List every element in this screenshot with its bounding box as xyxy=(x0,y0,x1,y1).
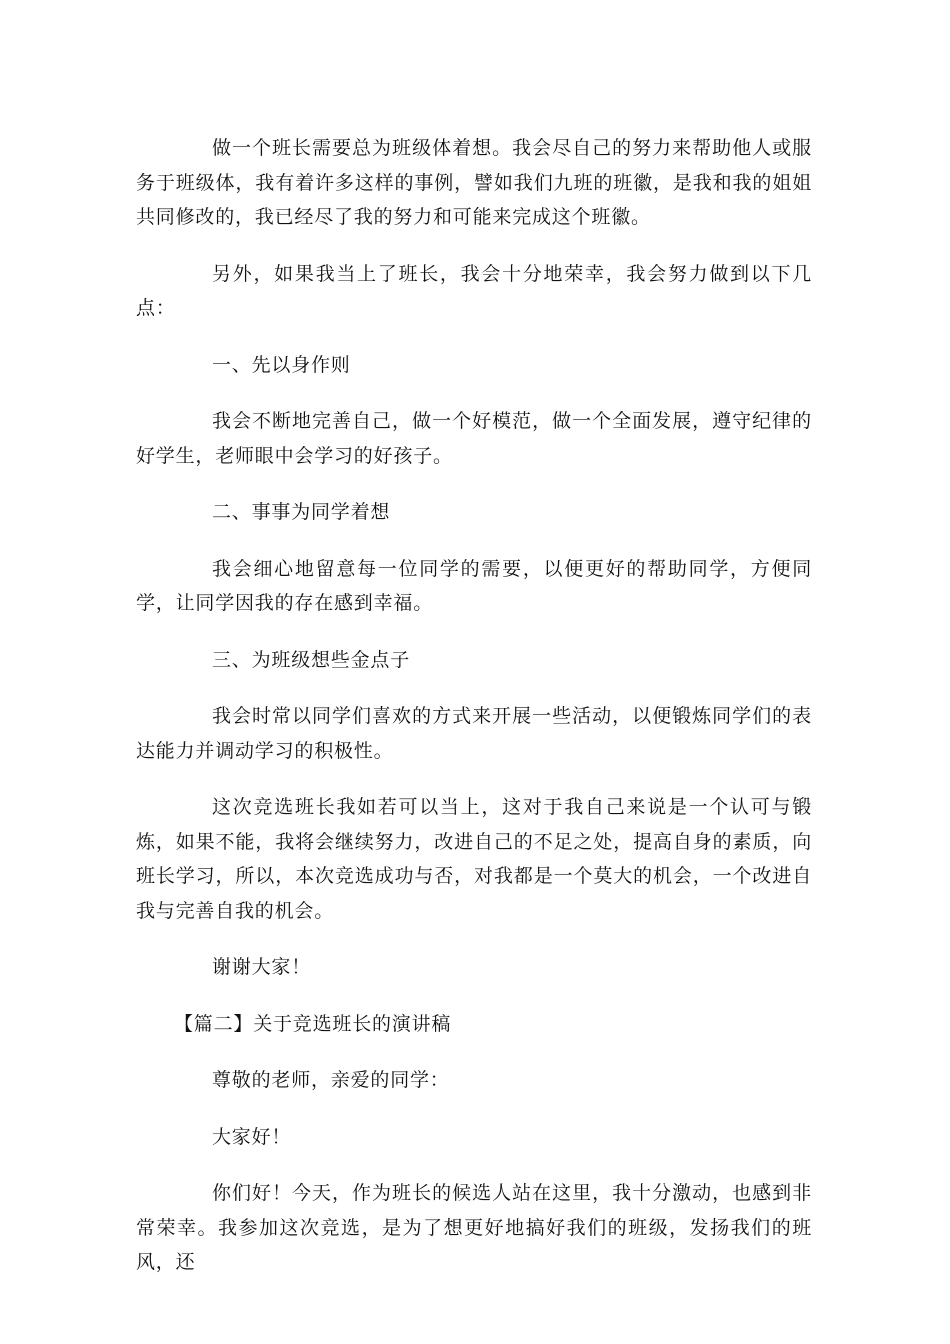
point-3-title: 三、为班级想些金点子 xyxy=(212,648,411,671)
paragraph-thanks: 谢谢大家！ xyxy=(212,956,312,978)
paragraph-class-intro: 做一个班长需要总为班级体着想。我会尽自己的努力来帮助他人或服务于班级体，我有着许多这样的事例，譬如我们九班的班徽，是我和我的姐姐共同修改的，我已经尽了我的努力和可能来完成这个班徽。 xyxy=(136,137,812,228)
salutation: 尊敬的老师，亲爱的同学： xyxy=(212,1069,450,1091)
point-2-body: 我会细心地留意每一位同学的需要，以便更好的帮助同学，方便同学，让同学因我的存在感到幸福。 xyxy=(136,557,812,614)
section-heading: 【篇二】关于竞选班长的演讲稿 xyxy=(174,1012,452,1035)
point-1-title: 一、先以身作则 xyxy=(212,353,351,376)
paragraph-promises: 另外，如果我当上了班长，我会十分地荣幸，我会努力做到以下几点： xyxy=(136,262,812,319)
point-3-body: 我会时常以同学们喜欢的方式来开展一些活动，以便锻炼同学们的表达能力并调动学习的积极性。 xyxy=(136,705,812,762)
paragraph-opening: 你们好！今天，作为班长的候选人站在这里，我十分激动，也感到非常荣幸。我参加这次竞选，是为了想更好地搞好我们的班级，发扬我们的班风，还 xyxy=(136,1182,812,1273)
point-2-title: 二、事事为同学着想 xyxy=(212,501,391,523)
point-1-body: 我会不断地完善自己，做一个好模范，做一个全面发展，遵守纪律的好学生，老师眼中会学习的好孩子。 xyxy=(136,410,812,467)
document-body xyxy=(136,131,812,1302)
paragraph-conclusion: 这次竞选班长我如若可以当上，这对于我自己来说是一个认可与锻炼，如果不能，我将会继续努力，改进自己的不足之处，提高自身的素质，向班长学习，所以，本次竞选成功与否，对我都是一个莫大的机会，一个改进自我与完善自我的机会。 xyxy=(136,796,812,922)
greeting: 大家好！ xyxy=(212,1125,292,1148)
